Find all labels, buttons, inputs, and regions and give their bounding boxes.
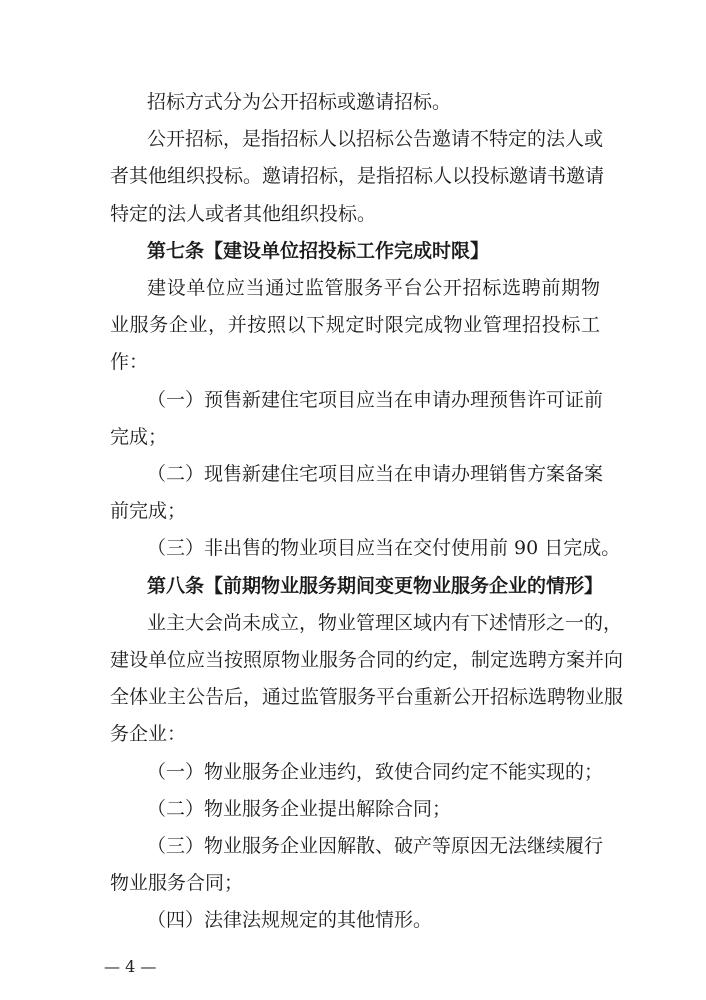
list-item-line: （四）法律法规规定的其他情形。 bbox=[147, 909, 433, 932]
paragraph-line: 全体业主公告后，通过监管服务平台重新公开招标选聘物业服 bbox=[110, 686, 624, 709]
paragraph-line: 业主大会尚未成立，物业管理区域内有下述情形之一的， bbox=[147, 611, 623, 634]
paragraph-line: 招标方式分为公开招标或邀请招标。 bbox=[147, 91, 452, 113]
list-item-line: （三）物业服务企业因解散、破产等原因无法继续履行 bbox=[147, 835, 604, 857]
paragraph-line: 者其他组织投标。邀请招标，是指招标人以投标邀请书邀请 bbox=[110, 165, 605, 188]
list-item-line: （一）物业服务企业违约，致使合同约定不能实现的； bbox=[147, 760, 604, 783]
list-item-line: （二）现售新建住宅项目应当在申请办理销售方案备案 bbox=[147, 463, 604, 485]
paragraph-line: 作： bbox=[110, 351, 149, 374]
paragraph-line: 业服务企业，并按照以下规定时限完成物业管理招投标工 bbox=[110, 314, 600, 337]
list-item-line: （二）物业服务企业提出解除合同； bbox=[147, 797, 452, 820]
list-item-line: 完成； bbox=[110, 425, 168, 448]
list-item-line: 物业服务合同； bbox=[110, 872, 244, 895]
paragraph-line: 建设单位应当通过监管服务平台公开招标选聘前期物 bbox=[147, 277, 600, 299]
paragraph-line: 务企业： bbox=[110, 723, 187, 746]
list-item-line: 前完成； bbox=[110, 500, 187, 523]
page-number: — 4 — bbox=[104, 956, 157, 976]
list-item-line: （一）预售新建住宅项目应当在申请办理预售许可证前 bbox=[147, 388, 604, 411]
paragraph-line: 特定的法人或者其他组织投标。 bbox=[110, 202, 377, 225]
article-heading-7: 第七条【建设单位招投标工作完成时限】 bbox=[147, 239, 490, 262]
paragraph-line: 建设单位应当按照原物业服务合同的约定，制定选聘方案并向 bbox=[110, 649, 624, 671]
article-heading-8: 第八条【前期物业服务期间变更物业服务企业的情形】 bbox=[147, 574, 604, 597]
paragraph-line: 公开招标，是指招标人以招标公告邀请不特定的法人或 bbox=[147, 128, 604, 151]
list-item-line: （三）非出售的物业项目应当在交付使用前 90 日完成。 bbox=[147, 537, 621, 560]
